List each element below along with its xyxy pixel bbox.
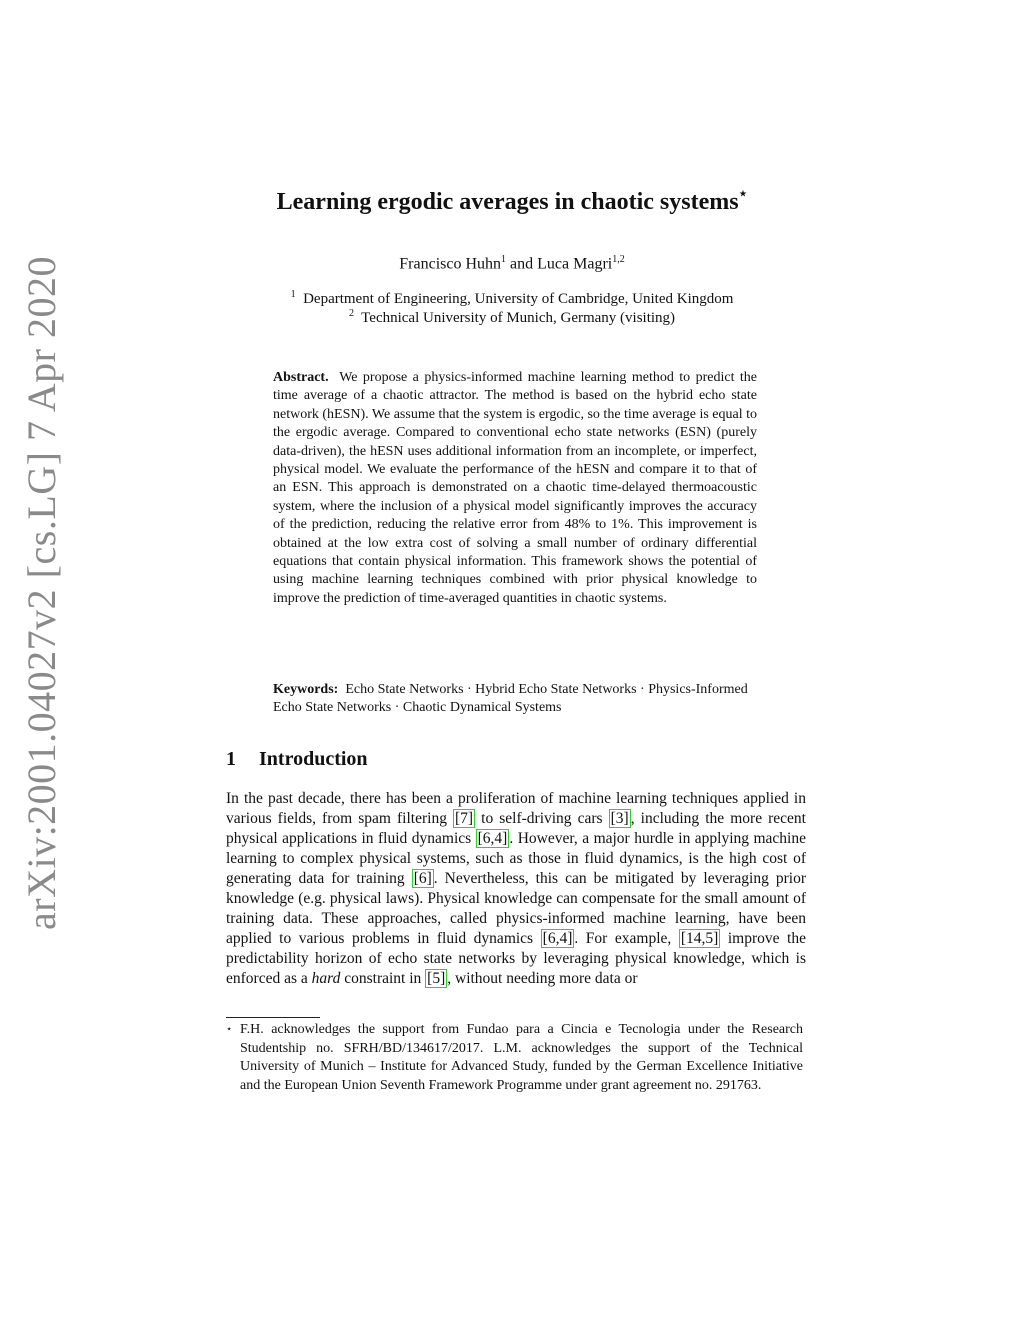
body-text: to self-driving cars [475, 810, 609, 827]
body-text: . However, a major hurdle in applying machine learning to complex physical systems, such as those in fluid dynamics, is the high cost of generating data for training [226, 830, 806, 887]
citation-link[interactable]: [14,5] [680, 930, 719, 947]
paper-title [150, 188, 874, 216]
footnote-divider [226, 1017, 320, 1018]
author-affil-sup: 1,2 [612, 254, 625, 265]
body-text: . Nevertheless, this can be mitigated by leveraging prior knowledge (e.g. physical laws). Physical knowledge can compensate for the small amount of training data. These approaches, called physics-informed machine learning, have been applied to various problems in fluid dynamics [226, 870, 807, 947]
author-conjunction: and [510, 255, 534, 273]
introduction-paragraph [226, 789, 806, 989]
author-line [150, 254, 874, 273]
body-text: , without needing more data or [447, 970, 638, 987]
body-text: . For example, [574, 930, 679, 947]
keywords [273, 681, 767, 718]
keywords-label: Keywords: [273, 682, 339, 697]
affiliation [150, 308, 874, 327]
affiliation-sup: 1 [290, 289, 296, 300]
title-footnote-mark: ⋆ [738, 187, 748, 202]
section-heading [226, 748, 368, 771]
footnote [226, 1021, 806, 1095]
citation-link[interactable]: [3] [610, 810, 629, 827]
section-number: 1 [226, 748, 236, 770]
abstract-text: We propose a physics-informed machine learning method to predict the time average of a chaotic attractor. The method is based on the hybrid echo state network (hESN). We assume that the system is ergodic, so the time average is equal to the ergodic average. Compared to conventional echo state networks (ESN) (purely data-driven), the hESN uses additional information from an incomplete, or imperfect, physical model. We evaluate the performance of the hESN and compare it to that of an ESN. This approach is demonstrated on a chaotic time-delayed thermoacoustic system, where the inclusion of a physical model significantly improves the accuracy of the prediction, reducing the relative error from 48% to 1%. This improvement is obtained at the low extra cost of solving a small number of ordinary differential equations that contain physical information. This framework shows the potential of using machine learning techniques combined with prior physical knowledge to improve the prediction of time-averaged quantities in chaotic systems. [273, 370, 757, 606]
arxiv-identifier-stamp: arXiv:2001.04027v2 [cs.LG] 7 Apr 2020 [19, 256, 64, 930]
citation-link[interactable]: [6,4] [542, 930, 573, 947]
citation-link[interactable]: [7] [455, 810, 474, 827]
body-text: constraint in [340, 970, 426, 987]
affiliation-text: Technical University of Munich, Germany (visiting) [361, 310, 676, 326]
section-title: Introduction [259, 748, 368, 770]
citation-link[interactable]: [5] [427, 970, 446, 987]
footnote-mark: ⋆ [226, 1024, 233, 1035]
abstract [273, 369, 757, 608]
author-name: Francisco Huhn [399, 255, 502, 273]
citation-link[interactable]: [6,4] [477, 830, 508, 847]
affiliation-sup: 2 [348, 308, 354, 319]
body-text: improve the predictability horizon of echo state networks by leveraging physical knowledge, which is enforced as a [226, 930, 806, 987]
author-affil-sup: 1 [501, 254, 507, 265]
author-name: Luca Magri [537, 255, 613, 273]
footnote-text: F.H. acknowledges the support from Fundao para a Cincia e Tecnologia under the Research Studentship no. SFRH/BD/134617/2017. L.M. acknowledges the support of the Technical University of Munich – Institute for Advanced Study, funded by the German Excellence Initiative and the European Union Seventh Framework Programme under grant agreement no. 291763. [240, 1022, 803, 1093]
emphasis-text: hard [311, 970, 341, 987]
affiliation [150, 289, 874, 308]
keywords-text: Echo State Networks · Hybrid Echo State Networks · Physics-Informed Echo State Networks · Chaotic Dynamical Systems [273, 682, 748, 716]
citation-link[interactable]: [6] [413, 870, 432, 887]
abstract-label: Abstract. [273, 370, 329, 385]
body-text: , including the more recent physical applications in fluid dynamics [226, 810, 806, 847]
body-text: In the past decade, there has been a proliferation of machine learning techniques applied in various fields, from spam filtering [226, 790, 806, 827]
affiliation-text: Department of Engineering, University of Cambridge, United Kingdom [303, 291, 734, 307]
title-text: Learning ergodic averages in chaotic systems [276, 189, 739, 215]
